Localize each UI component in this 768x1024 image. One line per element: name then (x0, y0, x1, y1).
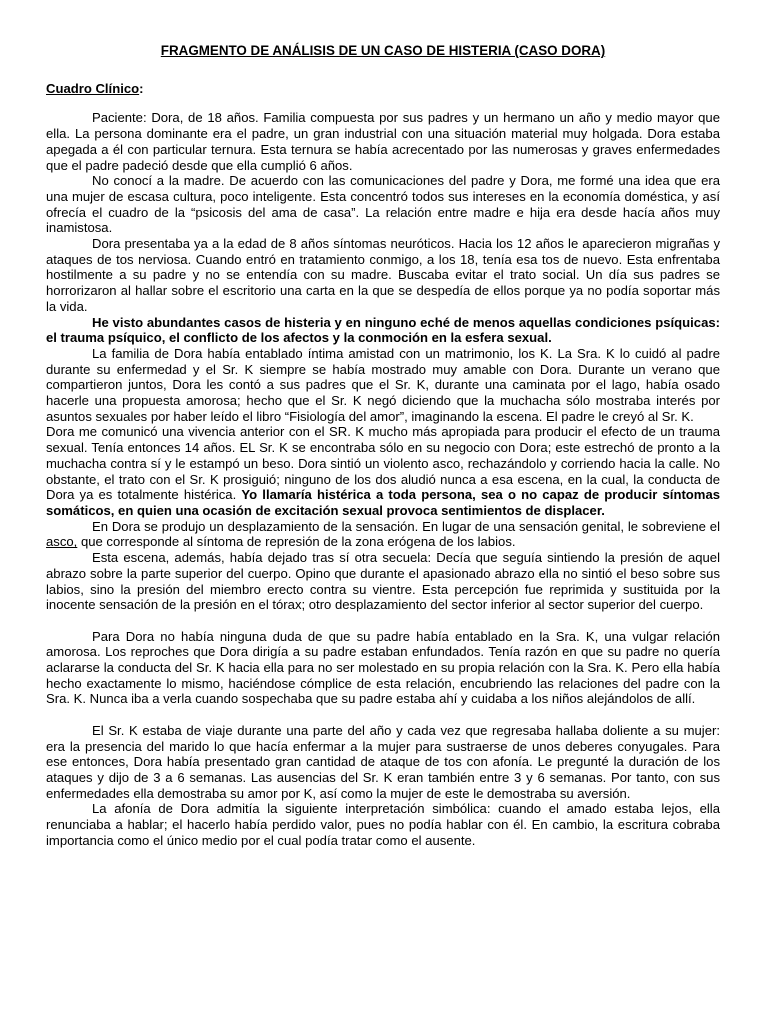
section-heading (46, 81, 720, 97)
bold-statement-hysteria-definition: Yo llamaría histérica a toda persona, sea o no capaz de producir síntomas somáticos, en quien una ocasión de excitación sexual provoca sentimientos de displacer. (46, 487, 721, 518)
paragraph-aphonia: La afonía de Dora admitía la siguiente interpretación simbólica: cuando el amado estaba lejos, ella renunciaba a hablar; el hacerlo había perdido valor, pues no podía hablar con él. En cambio, la escritura cobraba importancia como el único medio por el cual podía tratar como el ausente. (46, 801, 720, 848)
paragraph-patient: Paciente: Dora, de 18 años. Familia compuesta por sus padres y un hermano un año y medio mayor que ella. La persona dominante era el padre, un gran industrial con una situación material muy holgada. Dora estaba apegada a él con particular ternura. Esta ternura se había acrecentado por las numerosas y graves enfermedades que el padre padeció desde que ella cumplió 6 años. (46, 110, 720, 173)
document-title: FRAGMENTO DE ANÁLISIS DE UN CASO DE HISTERIA (CASO DORA) (160, 43, 606, 58)
paragraph-mr-k-travel: El Sr. K estaba de viaje durante una parte del año y cada vez que regresaba hallaba doliente a su mujer: era la presencia del marido lo que hacía enfermar a la mujer para sustraerse de unos deberes conyugales. Para ese entonces, Dora había presentado gran cantidad de ataque de tos con afonía. Le pregunté la duración de los ataques y dijo de 3 a 6 semanas. Las ausencias del Sr. K eran también entre 3 y 6 semanas. Por tanto, con sus enfermedades ella demostraba su amor por K, así como la mujer de este le demostraba su aversión. (46, 722, 720, 801)
paragraph-trauma-text: Dora me comunicó una vivencia anterior con el SR. K mucho más apropiada para producir el efecto de un trauma sexual. Tenía entonces 14 años. EL Sr. K se encontraba sólo en su negocio con Dora; este estrechó de pronto a la muchacha contra sí y le estampó un beso. Dora sintió un violento asco, rechazándolo y corriendo hacia la calle. No obstante, el trato con el Sr. K prosiguió; ninguno de los dos aludió nunca a esa escena, en la cual, la conducta de Dora ya es totalmente histérica. (46, 424, 720, 503)
section-heading-colon: : (139, 80, 144, 96)
paragraph-displacement-after: que corresponde al síntoma de represión de la zona erógena de los labios. (80, 534, 516, 550)
paragraph-displacement-before: En Dora se produjo un desplazamiento de la sensación. En lugar de una sensación genital, le sobreviene el (92, 518, 720, 534)
document-page (46, 43, 720, 848)
bold-statement-conditions: He visto abundantes casos de histeria y en ninguno eché de menos aquellas condiciones psíquicas: el trauma psíquico, el conflicto de los afectos y la conmoción en la esfera sexual. (46, 314, 720, 346)
underlined-word-asco: asco, (46, 534, 78, 550)
paragraph-displacement (46, 519, 720, 550)
paragraph-sequel: Esta escena, además, había dejado tras sí otra secuela: Decía que seguía sintiendo la presión de aquel abrazo sobre la parte superior del cuerpo. Opino que durante el apasionado abrazo ella no sintió el beso sobre sus labios, sino la presión del miembro erecto contra su vientre. Esta percepción fue reprimida y sustituida por la inocente sensación de la presión en el tórax; otro desplazamiento del sector inferior al sector superior del cuerpo. (46, 550, 720, 613)
paragraph-hysteria-conditions (46, 315, 720, 346)
paragraph-k-family: La familia de Dora había entablado íntima amistad con un matrimonio, los K. La Sra. K lo cuidó al padre durante su enfermedad y el Sr. K siempre se había mostrado muy amable con Dora. Durante un verano que compartieron juntos, Dora les contó a sus padres que el Sr. K, durante una caminata por el lago, había osado hacerle una propuesta amorosa; hecho que el Sr. K negó diciendo que la muchacha sólo mostraba interés por asuntos sexuales por haber leído el libro “Fisiología del amor”, imaginando la escena. El padre le creyó al Sr. K. (46, 345, 720, 424)
paragraph-trauma (46, 424, 720, 518)
section-heading-label: Cuadro Clínico (46, 80, 140, 96)
paragraph-symptoms: Dora presentaba ya a la edad de 8 años síntomas neuróticos. Hacia los 12 años le aparecieron migrañas y ataques de tos nerviosa. Cuando entró en tratamiento conmigo, a los 18, tenía esa tos de nuevo. Esta enfrentaba hostilmente a su padre y no se entendía con su madre. Buscaba evitar el trato social. Un día sus padres se horrorizaron al hallar sobre el escritorio una carta en la que se despedía de ellos porque ya no podía soportar más la vida. (46, 236, 720, 314)
paragraph-father-relation: Para Dora no había ninguna duda de que su padre había entablado en la Sra. K, una vulgar relación amorosa. Los reproches que Dora dirigía a su padre estaban enfundados. Tenía razón en que su padre no quería aclararse la conducta del Sr. K hacia ella para no ser molestado en su propia relación con la Sra. K. Pero ella había hecho exactamente lo mismo, haciéndose cómplice de esta relación, encubriendo las relaciones del padre con la Sra. K. Nunca iba a verla cuando sospechaba que su padre estaba ahí y cuidaba a los niños alejándolos de allí. (46, 628, 720, 707)
paragraph-mother: No conocí a la madre. De acuerdo con las comunicaciones del padre y Dora, me formé una idea que era una mujer de escasa cultura, poco inteligente. Esta concentró todos sus intereses en la economía doméstica, y así ofrecía el cuadro de la “psicosis del ama de casa”. La relación entre madre e hija era desde hacía años muy inamistosa. (46, 173, 720, 236)
